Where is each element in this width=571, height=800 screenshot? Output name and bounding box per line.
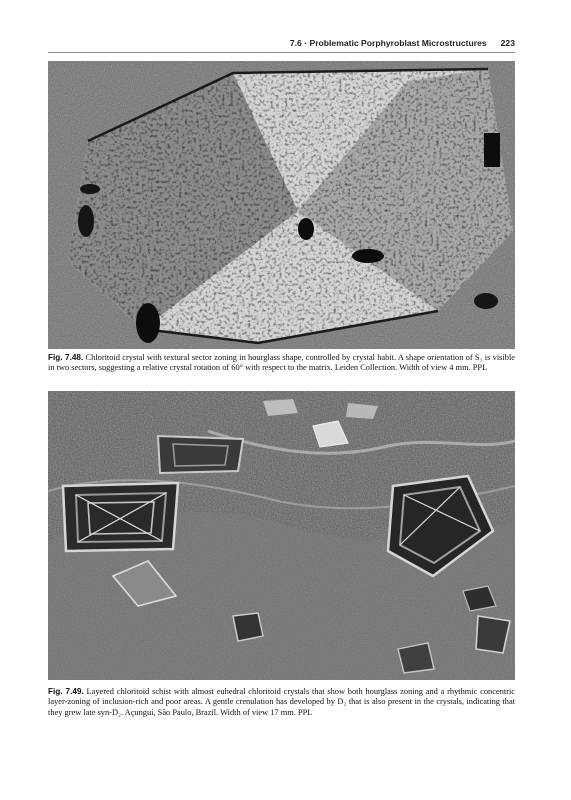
- figure-label: Fig. 7.48.: [48, 353, 84, 362]
- micrograph-chloritoid-schist: [48, 391, 515, 680]
- crystal-layered: [158, 436, 243, 473]
- figure-caption: [48, 687, 515, 718]
- micrograph-image: [48, 391, 515, 680]
- figure-label: Fig. 7.49.: [48, 687, 84, 696]
- micrograph-image: [48, 61, 515, 349]
- header-rule: [48, 52, 515, 53]
- crystal-hourglass: [63, 483, 178, 551]
- caption-text: Layered chloritoid schist with almost euhedral chloritoid crystals that show both hourglass zoning and a rhythmic concentric layer-zoning of inclusion-rich and poor areas. A gentle crenulation has developed by D₂ that is also present in the crystals, indicating that they grew late syn-D₂. Açunguí, São Paulo, Brazil. Width of view 17 mm. PPL: [48, 687, 515, 717]
- running-header: [48, 38, 515, 52]
- section-title: 7.6 · Problematic Porphyroblast Microstructures: [289, 38, 487, 48]
- page-number: 223: [500, 38, 515, 48]
- figure-caption: [48, 353, 515, 374]
- caption-text: Chloritoid crystal with textural sector zoning in hourglass shape, controlled by crystal habit. A shape orientation of S₁ is visible in two sectors, suggesting a relative crystal rotation of 60° with respect to the matrix. Leiden Collection. Width of view 4 mm. PPL: [48, 353, 515, 373]
- micrograph-chloritoid-hourglass: [48, 61, 515, 349]
